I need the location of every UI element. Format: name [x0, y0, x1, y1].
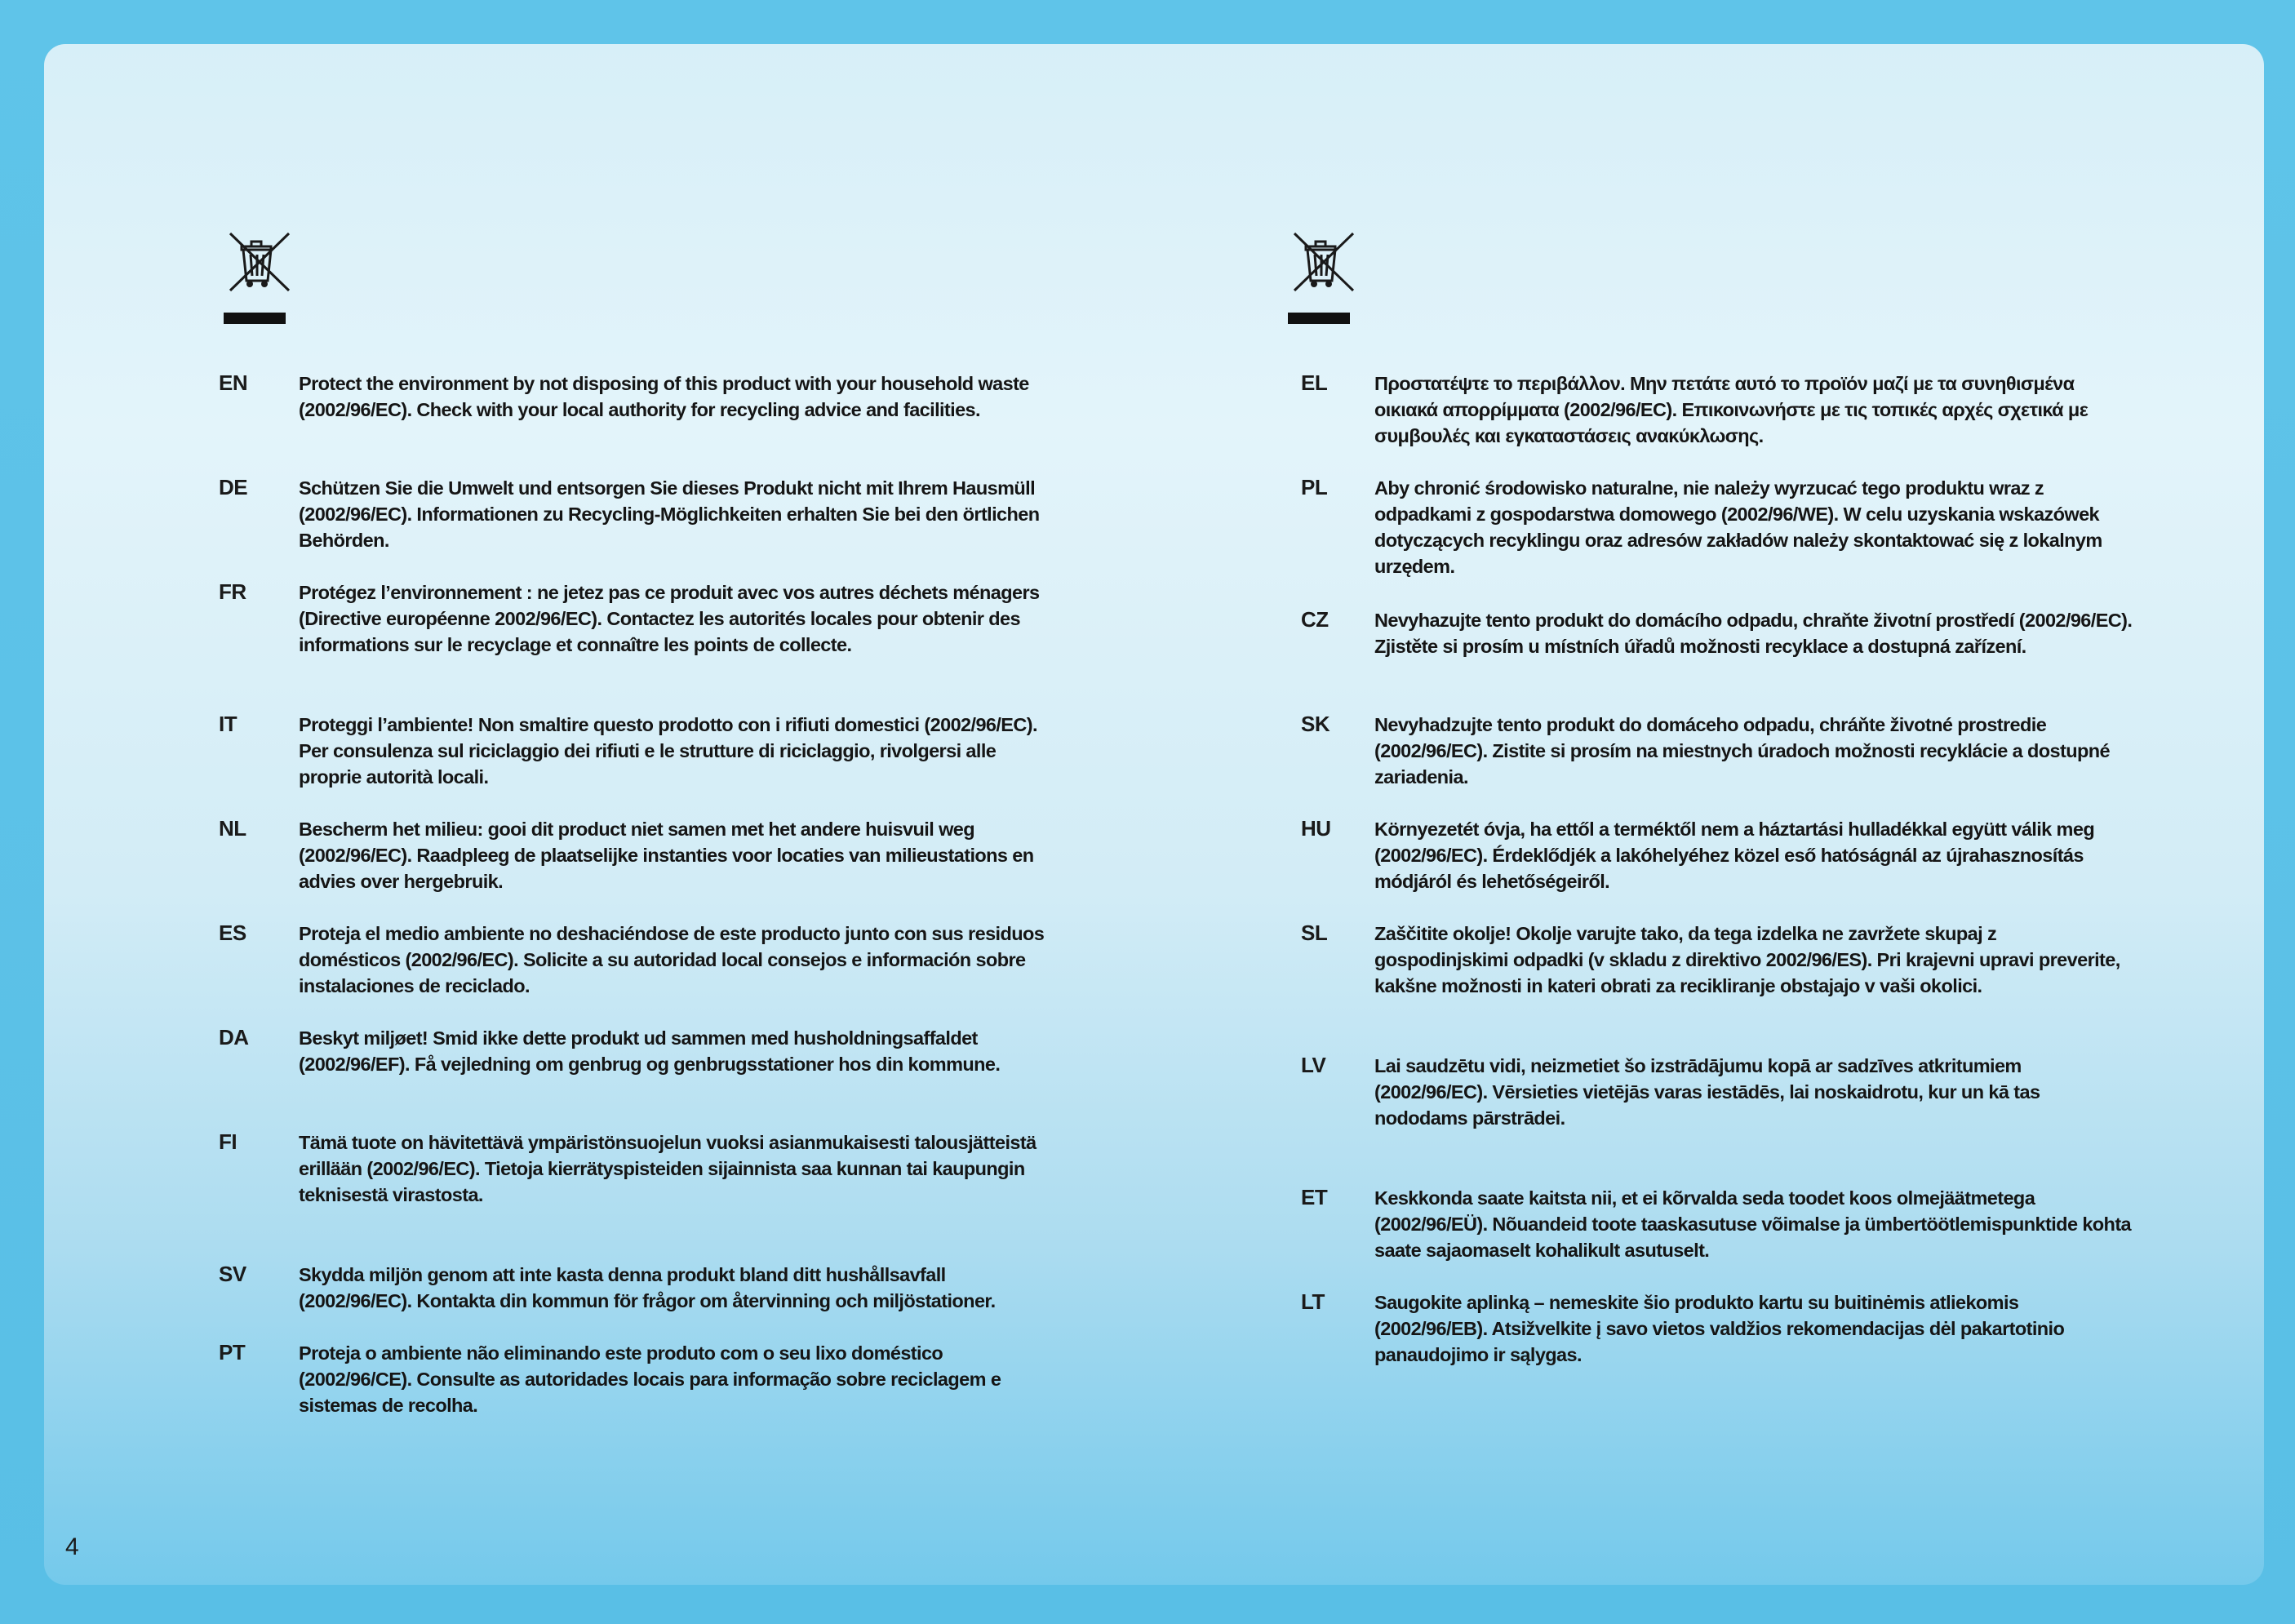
language-code: DE	[219, 475, 248, 499]
language-code: ES	[219, 921, 246, 945]
language-code: IT	[219, 712, 237, 736]
page-number: 4	[65, 1533, 79, 1560]
disposal-notice-text: Bescherm het milieu: gooi dit product niet samen met het andere huisvuil weg (2002/96/EC). Raadpleeg de plaatselijke instanties voor locaties van milieustations en advies over hergebruik.	[299, 819, 1034, 892]
disposal-notice-text: Nevyhadzujte tento produkt do domáceho odpadu, chráňte životné prostredie (2002/96/EC). Zistite si prosím na miestnych úradoch možnosti recyklácie a dostupné zariadenia.	[1374, 714, 2110, 788]
weee-bin-icon	[224, 229, 297, 326]
language-code: FI	[219, 1129, 237, 1154]
language-code: LT	[1301, 1289, 1325, 1314]
disposal-notice-text: Προστατέψτε το περιβάλλον. Μην πετάτε αυτό το προϊόν μαζί με τα συνηθισμένα οικιακά απορρίμματα (2002/96/EC). Επικοινωνήστε με τις τοπικές αρχές σχετικά με συμβουλές και εγκαταστάσεις ανακύκλωσης.	[1374, 373, 2089, 446]
disposal-notice-text: Proteja o ambiente não eliminando este produto com o seu lixo doméstico (2002/96/CE). Consulte as autoridades locais para informação sobre reciclagem e sistemas de recolha.	[299, 1342, 1001, 1416]
disposal-notice-text: Proteja el medio ambiente no deshaciéndose de este producto junto con sus residuos domésticos (2002/96/EC). Solicite a su autoridad local consejos e información sobre instalaciones de reciclado.	[299, 923, 1045, 996]
disposal-notice-text: Keskkonda saate kaitsta nii, et ei kõrvalda seda toodet koos olmejäätmetega (2002/96/EÜ). Nõuandeid toote taaskasutuse võimalse ja ümbertöötlemispunktide kohta saate sajaomaselt kohalikult asutuselt.	[1374, 1187, 2132, 1261]
language-code: ET	[1301, 1185, 1328, 1209]
disposal-notice-text: Skydda miljön genom att inte kasta denna produkt bland ditt hushållsavfall (2002/96/EC). Kontakta din kommun för frågor om återvinning och miljöstationer.	[299, 1264, 996, 1311]
disposal-notice-text: Proteggi l’ambiente! Non smaltire questo prodotto con i rifiuti domestici (2002/96/EC). Per consulenza sul riciclaggio dei rifiuti e le strutture di riciclaggio, rivolgersi alle proprie autorità locali.	[299, 714, 1037, 788]
right-column	[1076, 44, 2133, 1585]
language-code: EL	[1301, 371, 1328, 395]
disposal-notice-text: Nevyhazujte tento produkt do domácího odpadu, chraňte životní prostředí (2002/96/EC). Zjistěte si prosím u místních úřadů možnosti recyklace a dostupná zařízení.	[1374, 610, 2133, 657]
language-code: SL	[1301, 921, 1328, 945]
weee-bin-icon	[1288, 229, 1361, 326]
disposal-notice-text: Lai saudzētu vidi, neizmetiet šo izstrādājumu kopā ar sadzīves atkritumiem (2002/96/EC). Vērsieties vietējās varas iestādēs, lai noskaidrotu, kur un kā tas nododams pārstrādei.	[1374, 1055, 2040, 1129]
disposal-notice-text: Schützen Sie die Umwelt und entsorgen Sie dieses Produkt nicht mit Ihrem Hausmüll (2002/96/EC). Informationen zu Recycling-Möglichkeiten erhalten Sie bei den örtlichen Behörden.	[299, 477, 1040, 551]
language-code: SK	[1301, 712, 1330, 736]
language-code: EN	[219, 371, 248, 395]
disposal-notice-text: Beskyt miljøet! Smid ikke dette produkt ud sammen med husholdningsaffaldet (2002/96/EF). Få vejledning om genbrug og genbrugsstationer hos din kommune.	[299, 1027, 1001, 1075]
disposal-notice-text: Tämä tuote on hävitettävä ympäristönsuojelun vuoksi asianmukaisesti talousjätteistä erillään (2002/96/EC). Tietoja kierrätyspisteiden sijainnista saa kunnan tai kaupungin teknisestä virastosta.	[299, 1132, 1037, 1205]
language-code: FR	[219, 579, 246, 604]
language-code: PT	[219, 1340, 246, 1364]
disposal-notice-text: Protégez l’environnement : ne jetez pas ce produit avec vos autres déchets ménagers (Directive européenne 2002/96/EC). Contactez les autorités locales pour obtenir des informations sur le recyclage et connaître les points de collecte.	[299, 582, 1040, 655]
language-code: NL	[219, 816, 246, 841]
left-column	[44, 44, 1045, 1585]
language-code: DA	[219, 1025, 249, 1049]
disposal-notice-text: Zaščitite okolje! Okolje varujte tako, da tega izdelka ne zavržete skupaj z gospodinjskimi odpadki (v skladu z direktivo 2002/96/ES). Pri krajevni upravi preverite, kakšne možnosti in kateri obrati za recikliranje obstajajo v vaši okolici.	[1374, 923, 2120, 996]
disposal-notice-text: Saugokite aplinką – nemeskite šio produkto kartu su buitinėmis atliekomis (2002/96/EB). Atsižvelkite į savo vietos valdžios rekomendacijas dėl pakartotinio panaudojimo ir sąlygas.	[1374, 1292, 2065, 1365]
disposal-notice-text: Környezetét óvja, ha ettől a terméktől nem a háztartási hulladékkal együtt válik meg (2002/96/EC). Érdeklődjék a lakóhelyéhez közel eső hatóságnál az újrahasznosítás módjáról és lehetőségeiről.	[1374, 819, 2095, 892]
language-code: LV	[1301, 1053, 1326, 1077]
language-code: SV	[219, 1262, 246, 1286]
language-code: CZ	[1301, 607, 1329, 632]
disposal-notice-text: Protect the environment by not disposing of this product with your household waste (2002/96/EC). Check with your local authority for recycling advice and facilities.	[299, 373, 1029, 420]
disposal-notice-text: Aby chronić środowisko naturalne, nie należy wyrzucać tego produktu wraz z odpadkami z gospodarstwa domowego (2002/96/WE). W celu uzyskania wskazówek dotyczących recyklingu oraz adresów zakładów należy skontaktować się z lokalnym urzędem.	[1374, 477, 2102, 577]
manual-page	[44, 44, 2264, 1585]
language-code: HU	[1301, 816, 1331, 841]
language-code: PL	[1301, 475, 1328, 499]
